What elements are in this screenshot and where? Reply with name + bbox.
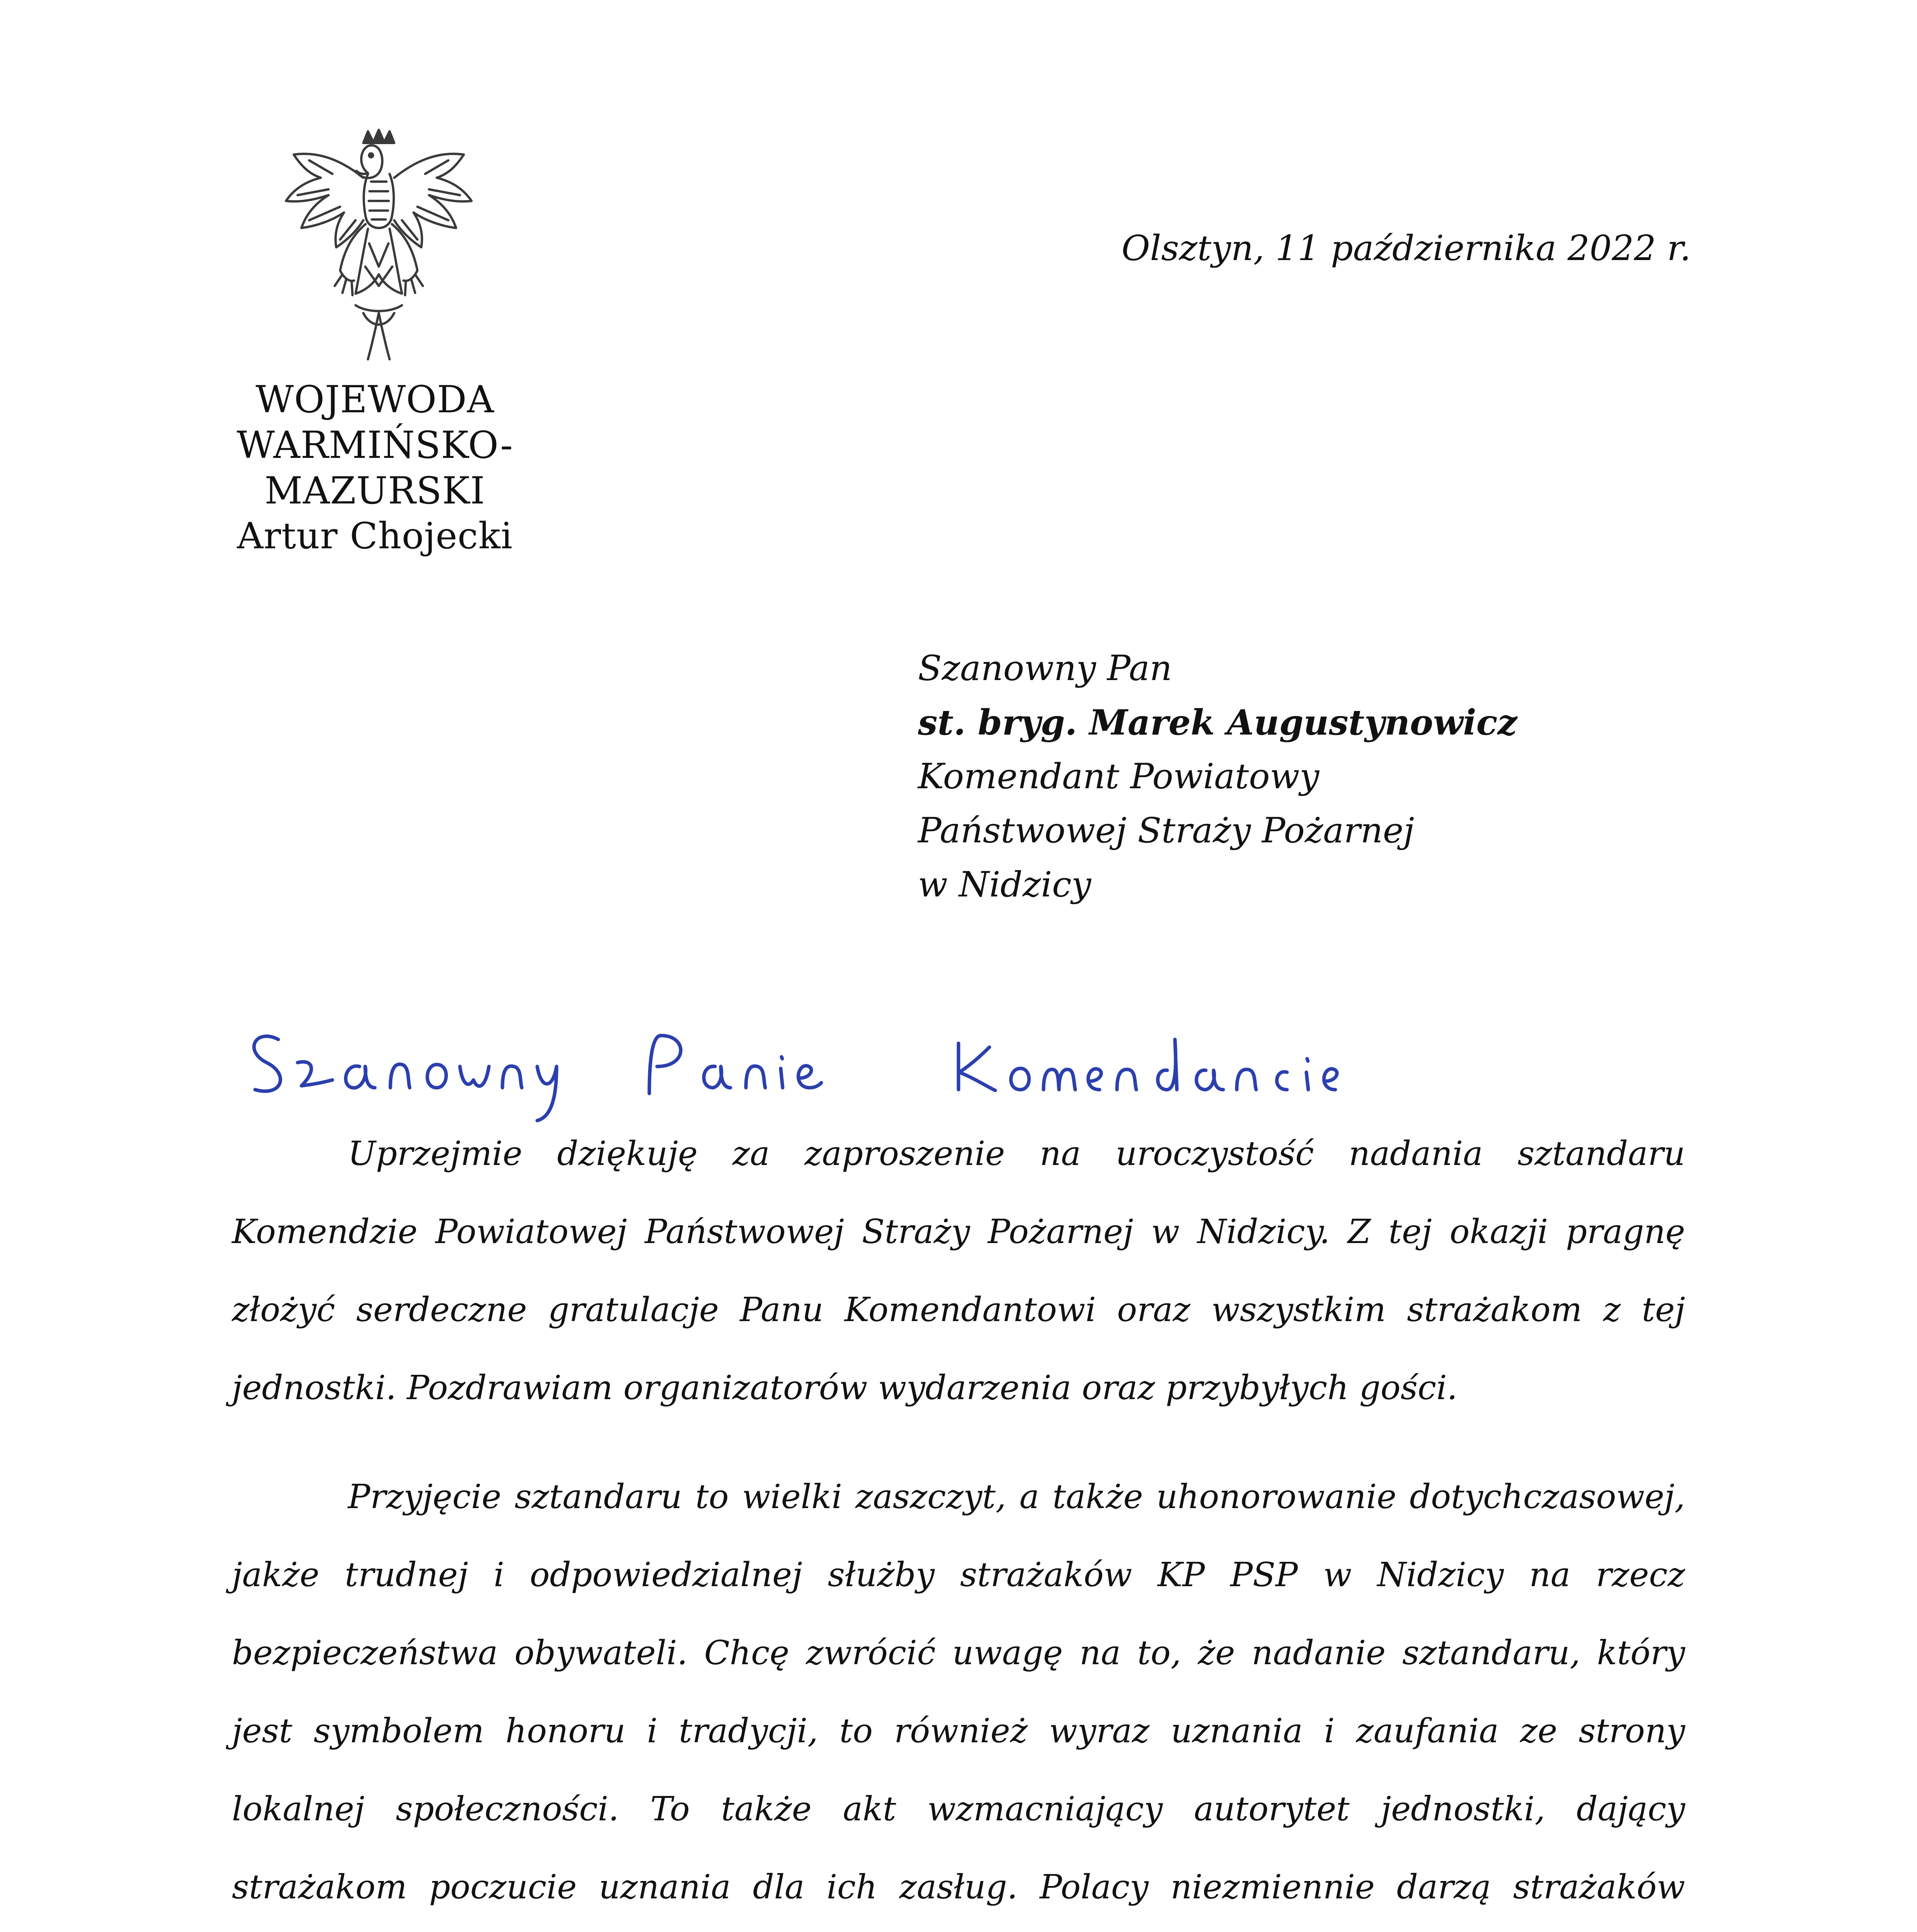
letter-date: Olsztyn, 11 października 2022 r. [1121, 228, 1691, 269]
addressee-location: w Nidzicy [918, 864, 1091, 905]
sender-region: WARMIŃSKO-MAZURSKI [237, 423, 513, 512]
eagle-emblem-icon [267, 128, 491, 375]
addressee-organization: Państwowej Straży Pożarnej [918, 810, 1415, 851]
addressee-name: st. bryg. Marek Augustynowicz [918, 702, 1517, 743]
addressee-block [918, 641, 1517, 912]
body-paragraph-1: Uprzejmie dziękuję za zaproszenie na uroczystość nadania sztandaru Komendzie Powiatowej Państwowej Straży Pożarnej w Nidzicy. Z tej okazji pragnę złożyć serdeczne gratulacje Panu Komendantowi oraz wszystkim strażakom z tej jednostki. Pozdrawiam organizatorów wydarzenia oraz przybyłych gości. [232, 1134, 1685, 1407]
letter-body [232, 1115, 1685, 1932]
handwritten-salutation [232, 993, 1430, 1124]
sender-block [131, 377, 618, 559]
body-paragraph-2: Przyjęcie sztandaru to wielki zaszczyt, a także uhonorowanie dotychczasowej, jakże trudnej i odpowiedzialnej służby strażaków KP PSP w Nidzicy na rzecz bezpieczeństwa obywateli. Chcę zwrócić uwagę na to, że nadanie sztandaru, który jest symbolem honoru i tradycji, to również wyraz uznania i zaufania ze strony lokalnej społeczności. To także akt wzmacniający autorytet jednostki, dający strażakom poczucie uznania dla ich zasług. Polacy niezmiennie darzą strażaków [232, 1478, 1685, 1906]
addressee-title: Komendant Powiatowy [918, 756, 1319, 797]
addressee-greeting: Szanowny Pan [918, 648, 1172, 689]
sender-office: WOJEWODA [255, 378, 494, 421]
sender-name: Artur Chojecki [237, 515, 513, 557]
